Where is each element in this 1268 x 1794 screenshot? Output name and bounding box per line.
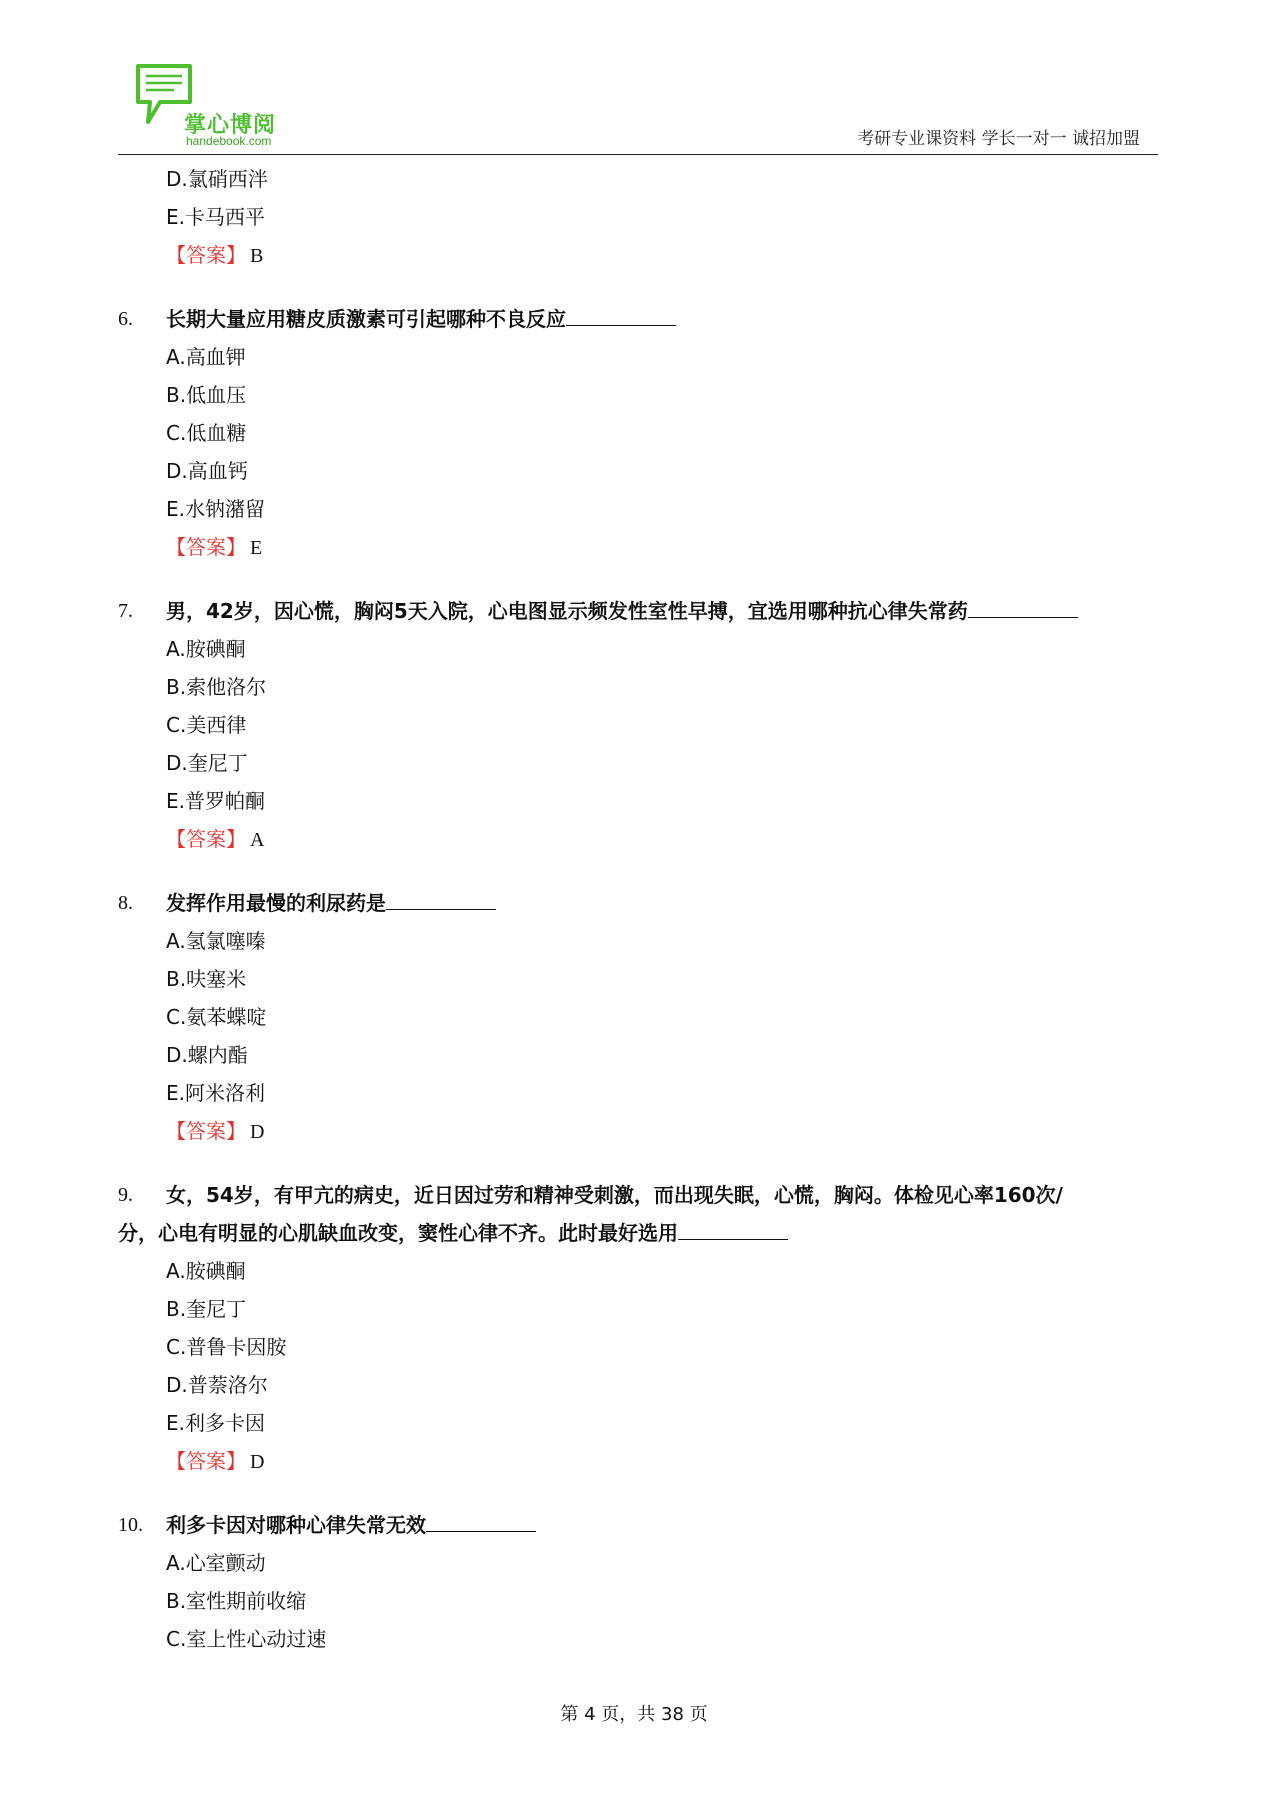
answer-value: E: [250, 537, 263, 559]
option-item: B.奎尼丁: [166, 1297, 247, 1321]
answer-value: B: [250, 245, 264, 267]
question-number: 7.: [118, 600, 133, 622]
answer-label: 【答案】: [166, 535, 246, 559]
option-item: B.索他洛尔: [166, 675, 267, 699]
question-stem: [118, 1506, 1158, 1544]
option-item: E.卡马西平: [166, 205, 265, 229]
option-item: D.普萘洛尔: [166, 1373, 268, 1397]
answer-label: 【答案】: [166, 827, 246, 851]
option-item: C.美西律: [166, 713, 247, 737]
option-item: A.胺碘酮: [166, 637, 246, 661]
answer-line: [118, 820, 1158, 858]
answer-line: [118, 528, 1158, 566]
question-stem: [118, 300, 1158, 338]
question-block: [118, 592, 1158, 858]
answer-line: [118, 1112, 1158, 1150]
option-item: A.心室颤动: [166, 1551, 266, 1575]
question-stem: [118, 1176, 1158, 1252]
question-block: [118, 884, 1158, 1150]
answer-label: 【答案】: [166, 1119, 246, 1143]
option-item: E.普罗帕酮: [166, 789, 265, 813]
logo-text-cn: 掌心博阅: [184, 113, 277, 138]
answer-label: 【答案】: [166, 1449, 246, 1473]
answer-value: A: [250, 829, 265, 851]
question-text: 利多卡因对哪种心律失常无效: [166, 1513, 426, 1537]
answer-label: 【答案】: [166, 243, 246, 267]
option-item: A.高血钾: [166, 345, 246, 369]
question-number: 9.: [118, 1184, 133, 1206]
option-item: A.胺碘酮: [166, 1259, 246, 1283]
logo-text-url: handebook.com: [186, 134, 272, 148]
option-item: C.室上性心动过速: [166, 1627, 327, 1651]
page-number: 第 4 页，共 38 页: [560, 1704, 708, 1725]
answer-blank: [968, 593, 1078, 618]
question-text-line2: 分，心电有明显的心肌缺血改变，窦性心律不齐。此时最好选用: [118, 1221, 678, 1245]
question-text: 发挥作用最慢的利尿药是: [166, 891, 386, 915]
question-block: [118, 300, 1158, 566]
question-text: 男，42岁，因心慌，胸闷5天入院，心电图显示频发性室性早搏，宜选用哪种抗心律失常药: [166, 599, 968, 623]
header-divider: [118, 154, 1158, 155]
option-item: D.氯硝西泮: [166, 167, 268, 191]
answer-blank: [386, 885, 496, 910]
question-number: 10.: [118, 1514, 143, 1536]
option-item: C.氨苯蝶啶: [166, 1005, 267, 1029]
previous-question-tail: [118, 160, 1158, 274]
question-content: [118, 160, 1158, 1658]
question-text: 长期大量应用糖皮质激素可引起哪种不良反应: [166, 307, 566, 331]
brand-logo[interactable]: [134, 62, 294, 148]
option-item: D.螺内酯: [166, 1043, 248, 1067]
question-stem: [118, 592, 1158, 630]
question-text-line1: 女，54岁，有甲亢的病史，近日因过劳和精神受刺激，而出现失眠，心慌，胸闷。体检见心率160次/: [166, 1183, 1063, 1207]
question-number: 8.: [118, 892, 133, 914]
option-item: B.低血压: [166, 383, 247, 407]
answer-blank: [566, 301, 676, 326]
question-block: [118, 1506, 1158, 1658]
answer-line: [118, 236, 1158, 274]
answer-value: D: [250, 1451, 265, 1473]
header-slogan: 考研专业课资料 学长一对一 诚招加盟: [857, 129, 1140, 149]
question-block: [118, 1176, 1158, 1480]
answer-blank: [426, 1507, 536, 1532]
option-item: B.呋塞米: [166, 967, 247, 991]
option-item: E.阿米洛利: [166, 1081, 265, 1105]
option-item: C.普鲁卡因胺: [166, 1335, 287, 1359]
option-item: A.氢氯噻嗪: [166, 929, 266, 953]
option-item: E.水钠潴留: [166, 497, 265, 521]
question-stem: [118, 884, 1158, 922]
option-item: C.低血糖: [166, 421, 247, 445]
page-footer: [0, 1700, 1268, 1726]
answer-line: [118, 1442, 1158, 1480]
option-item: D.高血钙: [166, 459, 248, 483]
option-item: D.奎尼丁: [166, 751, 248, 775]
question-number: 6.: [118, 308, 133, 330]
answer-value: D: [250, 1121, 265, 1143]
option-item: E.利多卡因: [166, 1411, 265, 1435]
page-header: [118, 56, 1158, 154]
answer-blank: [678, 1215, 788, 1240]
option-item: B.室性期前收缩: [166, 1589, 307, 1613]
